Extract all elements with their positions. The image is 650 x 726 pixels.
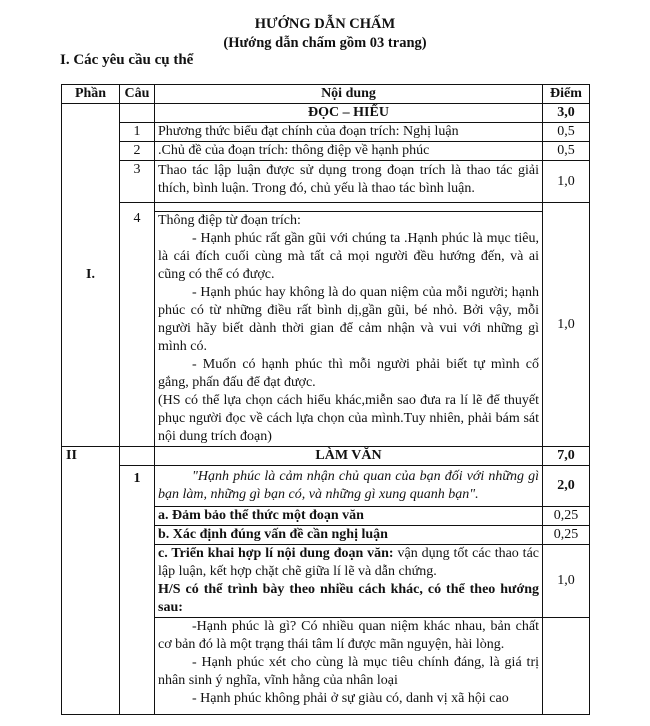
part-1-title: ĐỌC – HIỂU (155, 104, 543, 123)
question-number: 3 (120, 161, 155, 203)
document-subtitle: (Hướng dẫn chấm gồm 03 trang) (223, 35, 427, 51)
header-content: Nội dung (155, 85, 543, 104)
criterion-c-score: 1,0 (543, 545, 590, 618)
criterion-c-text: vận dụng tốt các thao tác lập luận, kết hợp chặt chẽ giữa lí lẽ và dẫn chứng. (158, 546, 540, 579)
detail-1: -Hạnh phúc là gì? Có nhiều quan niệm khác nhau, bản chất cơ bản đó là một trạng thái tâm lí được mãn nguyện, hài lòng. (158, 619, 539, 652)
question-content: Thao tác lập luận được sử dụng trong đoạn trích là thao tác giải thích, bình luận. Trong đó, chủ yếu là thao tác bình luận. (155, 161, 543, 203)
criterion-b: b. Xác định đúng vấn đề cần nghị luận (155, 526, 543, 545)
q4-point-1: - Hạnh phúc rất gần gũi với chúng ta .Hạnh phúc là mục tiêu, là cái đích cuối cùng mà tất cả mọi người đều hướng đến, và ai cũng có thể có được. (158, 231, 539, 282)
table-header-row (62, 85, 590, 104)
question-number: 1 (120, 123, 155, 142)
part-1-total-score: 3,0 (543, 104, 590, 123)
section-heading: I. Các yêu cầu cụ thể (60, 52, 194, 68)
question-number: 4 (120, 203, 155, 447)
question-score: 0,5 (543, 123, 590, 142)
part-2-label: II (62, 447, 120, 715)
part-2-total-score: 7,0 (543, 447, 590, 466)
question-number: 2 (120, 142, 155, 161)
criterion-c-note: H/S có thể trình bày theo nhiều cách khác, có thể theo hướng sau: (158, 582, 539, 615)
q4-note: (HS có thể lựa chọn cách hiểu khác,miễn sao đưa ra lí lẽ để thuyết phục người đọc về cách lựa chọn của mình.Tuy nhiên, phải bám sát nội dung trích đoạn) (158, 393, 539, 444)
table-row (62, 104, 590, 123)
detail-3: - Hạnh phúc không phải ở sự giàu có, danh vị xã hội cao (192, 691, 509, 706)
header-question: Câu (120, 85, 155, 104)
question-score: 1,0 (543, 203, 590, 447)
criterion-c-details (155, 618, 543, 715)
q4-intro: Thông điệp từ đoạn trích: (158, 213, 301, 228)
table-row (62, 123, 590, 142)
grading-table (61, 84, 590, 715)
table-row (62, 142, 590, 161)
document-title: HƯỚNG DẪN CHẤM (254, 16, 396, 32)
table-row (62, 161, 590, 203)
header-score: Điểm (543, 85, 590, 104)
table-row (62, 466, 590, 507)
criterion-c (155, 545, 543, 618)
essay-prompt: "Hạnh phúc là cảm nhận chủ quan của bạn đối với những gì bạn làm, những gì bạn có, và những gì xung quanh bạn". (155, 466, 543, 507)
header-part: Phần (62, 85, 120, 104)
criterion-a-score: 0,25 (543, 507, 590, 526)
part-1-label: I. (62, 104, 120, 447)
criterion-b-score: 0,25 (543, 526, 590, 545)
criterion-a: a. Đảm bảo thể thức một đoạn văn (155, 507, 543, 526)
detail-2: - Hạnh phúc xét cho cùng là mục tiêu chính đáng, là giá trị nhân sinh ý nghĩa, vĩnh hằng của nhân loại (158, 655, 539, 688)
question-score: 2,0 (543, 466, 590, 507)
question-content: .Chủ đề của đoạn trích: thông điệp về hạnh phúc (155, 142, 543, 161)
question-score: 1,0 (543, 161, 590, 203)
question-content (155, 212, 543, 447)
table-row (62, 447, 590, 466)
part-2-title: LÀM VĂN (155, 447, 543, 466)
question-content: Phương thức biểu đạt chính của đoạn trích: Nghị luận (155, 123, 543, 142)
table-row (62, 203, 590, 212)
q4-point-3: - Muốn có hạnh phúc thì mỗi người phải biết tự mình cố gắng, phấn đấu để đạt được. (158, 357, 539, 390)
q4-point-2: - Hạnh phúc hay không là do quan niệm của mỗi người; hạnh phúc có từ những điều rất bình dị,gần gũi, bé nhỏ. Bởi vậy, mỗi người hãy biết dành thời gian để cảm nhận và vui với những gì mình có. (158, 285, 539, 354)
question-score: 0,5 (543, 142, 590, 161)
criterion-c-title: c. Triển khai hợp lí nội dung đoạn văn: (158, 546, 394, 561)
question-number: 1 (120, 466, 155, 715)
